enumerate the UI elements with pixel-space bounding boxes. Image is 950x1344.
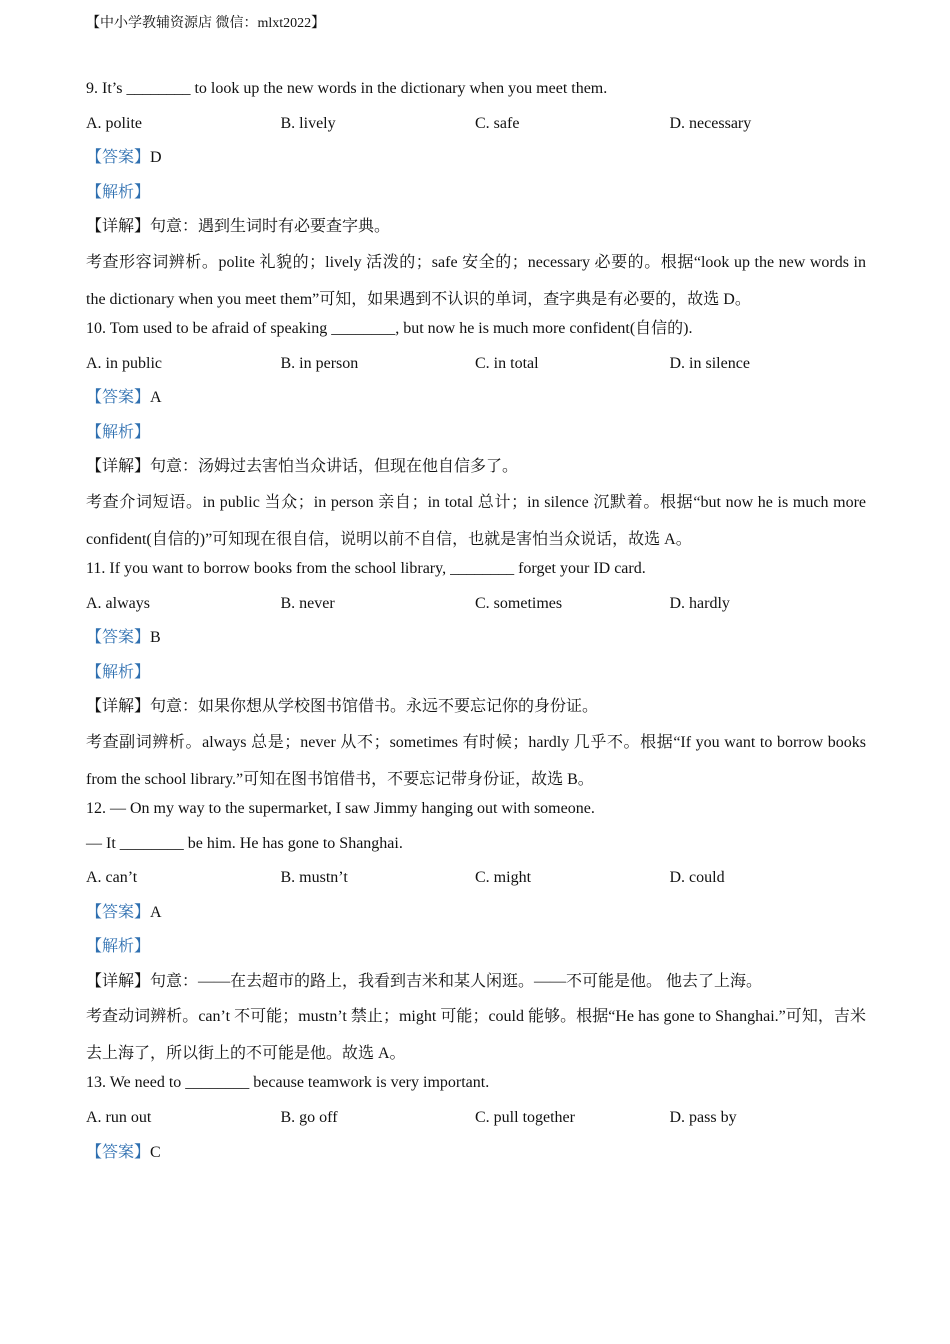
- detail-line: 【详解】句意：汤姆过去害怕当众讲话，但现在他自信多了。: [86, 458, 519, 476]
- answer-line: [86, 387, 866, 409]
- detail-line: 【详解】句意：遇到生词时有必要查字典。: [86, 218, 391, 236]
- answer-value: A: [150, 903, 162, 921]
- answer-line: [86, 1142, 866, 1164]
- question-stem: 13. We need to ________ because teamwork is very important.: [86, 1074, 490, 1092]
- answer-label: 【答案】: [86, 903, 151, 921]
- explanation-paragraph: 考查形容词辨析。polite 礼貌的；lively 活泼的；safe 安全的；necessary 必要的。根据“look up the new words in the dictionary when you meet them”可知，如果遇到不认识的单词，查字典是有必要的，故选 D。: [86, 253, 866, 308]
- answer-value: A: [150, 389, 162, 407]
- option-d: D. necessary: [669, 114, 752, 132]
- option-b: B. in person: [280, 354, 359, 372]
- question-stem: 12. — On my way to the supermarket, I saw Jimmy hanging out with someone.: [86, 799, 595, 817]
- document-body: [86, 78, 866, 1176]
- option-d: D. in silence: [669, 354, 750, 372]
- answer-label: 【答案】: [86, 149, 151, 167]
- detail-line: 【详解】句意：——在去超市的路上，我看到吉米和某人闲逛。——不可能是他。 他去了上海。: [86, 972, 763, 990]
- explanation-paragraph: 考查副词辨析。always 总是；never 从不；sometimes 有时候；hardly 几乎不。根据“If you want to borrow books from the school library.”可知在图书馆借书，不要忘记带身份证，故选 B。: [86, 733, 866, 788]
- option-c: C. sometimes: [475, 594, 563, 612]
- answer-value: C: [150, 1143, 161, 1161]
- option-c: C. pull together: [475, 1109, 575, 1127]
- page-header: 【中小学教辅资源店 微信：mlxt2022】: [86, 16, 326, 31]
- options-row: [86, 353, 866, 375]
- answer-label: 【答案】: [86, 1143, 151, 1161]
- answer-value: B: [150, 629, 161, 647]
- answer-label: 【答案】: [86, 389, 151, 407]
- option-a: A. run out: [86, 1109, 152, 1127]
- option-c: C. safe: [475, 114, 520, 132]
- analysis-label: 【解析】: [86, 183, 151, 201]
- explanation-paragraph: 考查介词短语。in public 当众；in person 亲自；in total 总计；in silence 沉默着。根据“but now he is much more confident(自信的)”可知现在很自信，说明以前不自信，也就是害怕当众说话，故选 A。: [86, 493, 866, 548]
- options-row: [86, 593, 866, 615]
- question-stem: 9. It’s ________ to look up the new words in the dictionary when you meet them.: [86, 80, 608, 97]
- option-b: B. lively: [280, 114, 336, 132]
- analysis-label: 【解析】: [86, 663, 151, 681]
- options-row: [86, 1107, 866, 1129]
- option-d: D. hardly: [669, 594, 730, 612]
- question-stem-reply: — It ________ be him. He has gone to Shanghai.: [86, 834, 403, 852]
- options-row: [86, 113, 866, 135]
- answer-line: [86, 902, 866, 924]
- option-d: D. pass by: [669, 1109, 737, 1127]
- options-row: [86, 867, 866, 889]
- answer-label: 【答案】: [86, 629, 151, 647]
- option-a: A. polite: [86, 114, 142, 132]
- question-stem: 11. If you want to borrow books from the school library, ________ forget your ID card.: [86, 559, 646, 577]
- option-a: A. can’t: [86, 869, 138, 887]
- option-b: B. never: [280, 594, 335, 612]
- option-a: A. always: [86, 594, 150, 612]
- question-stem: 10. Tom used to be afraid of speaking ________, but now he is much more confident(自信的).: [86, 319, 693, 337]
- option-b: B. go off: [280, 1109, 338, 1127]
- explanation-paragraph: 考查动词辨析。can’t 不可能；mustn’t 禁止；might 可能；could 能够。根据“He has gone to Shanghai.”可知，吉米去上海了，所以街上的不可能是他。故选 A。: [86, 1008, 866, 1063]
- option-c: C. in total: [475, 354, 539, 372]
- option-b: B. mustn’t: [280, 869, 348, 887]
- analysis-label: 【解析】: [86, 938, 151, 956]
- detail-line: 【详解】句意：如果你想从学校图书馆借书。永远不要忘记你的身份证。: [86, 698, 599, 716]
- answer-line: [86, 627, 866, 649]
- analysis-label: 【解析】: [86, 423, 151, 441]
- option-d: D. could: [669, 869, 725, 887]
- answer-value: D: [150, 149, 162, 167]
- answer-line: [86, 147, 866, 169]
- option-a: A. in public: [86, 354, 162, 372]
- option-c: C. might: [475, 869, 532, 887]
